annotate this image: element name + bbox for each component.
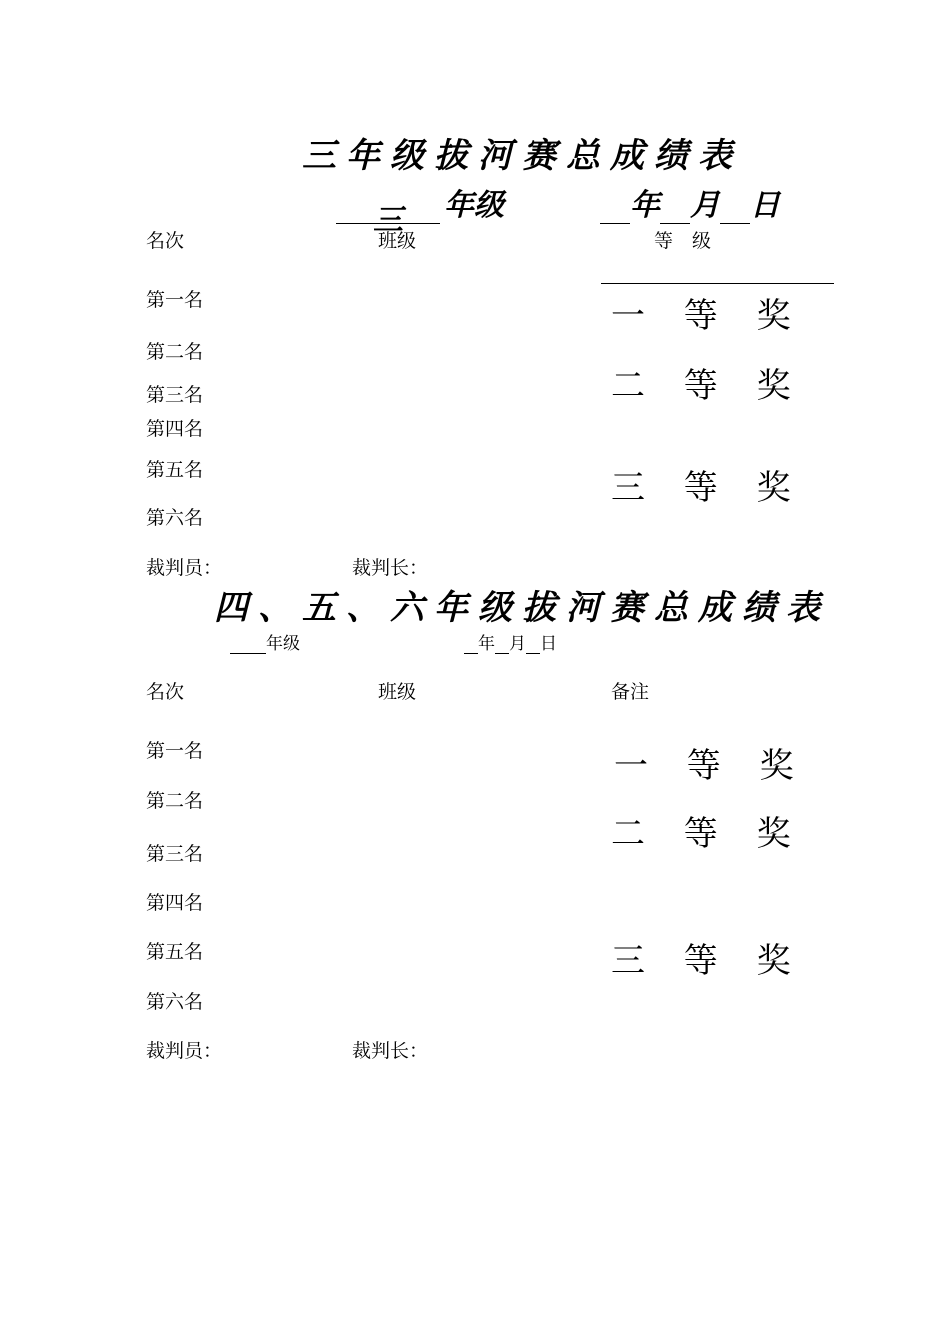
grade-suffix: 年级 — [266, 634, 300, 654]
award-first: 一 等 奖 — [614, 746, 808, 786]
grade-suffix: 年级 — [444, 188, 504, 223]
month-label: 月 — [690, 188, 720, 223]
header-level: 等 级 — [654, 230, 712, 252]
rank-3: 第三名 — [146, 384, 204, 406]
header-note: 备注 — [611, 681, 650, 703]
year-label: 年 — [478, 634, 495, 654]
referee-label: 裁判员： — [146, 1040, 223, 1062]
header-rank: 名次 — [146, 230, 185, 252]
chief-referee-label: 裁判长： — [352, 557, 429, 579]
rank-4: 第四名 — [146, 892, 204, 914]
month-label: 月 — [509, 634, 526, 654]
rank-1: 第一名 — [146, 289, 204, 311]
rank-1: 第一名 — [146, 740, 204, 762]
chief-referee-label: 裁判长： — [352, 1040, 429, 1062]
header-class: 班级 — [378, 230, 417, 252]
header-rank: 名次 — [146, 681, 185, 703]
rank-2: 第二名 — [146, 341, 204, 363]
grade-blank — [336, 195, 440, 238]
rank-5: 第五名 — [146, 941, 204, 963]
award-third: 三 等 奖 — [611, 941, 805, 981]
rank-2: 第二名 — [146, 790, 204, 812]
rank-4: 第四名 — [146, 418, 204, 440]
day-label: 日 — [540, 634, 557, 654]
section1-date — [600, 180, 780, 224]
rank-6: 第六名 — [146, 991, 204, 1013]
award-second: 二 等 奖 — [611, 366, 805, 406]
grade-value: 三 — [373, 203, 403, 238]
rank-3: 第三名 — [146, 843, 204, 865]
day-label: 日 — [750, 188, 780, 223]
year-label: 年 — [630, 188, 660, 223]
section2-grade-line — [230, 629, 300, 654]
rank-6: 第六名 — [146, 507, 204, 529]
section2-date — [464, 629, 557, 654]
header-class: 班级 — [378, 681, 417, 703]
section1-title: 三年级拔河赛总成绩表 — [302, 136, 742, 176]
award-second: 二 等 奖 — [611, 814, 805, 854]
section1-date-line — [336, 180, 504, 238]
referee-label: 裁判员： — [146, 557, 223, 579]
section2-title: 四、五、六年级拔河赛总成绩表 — [214, 588, 830, 628]
rank-5: 第五名 — [146, 459, 204, 481]
award-first: 一 等 奖 — [611, 296, 805, 336]
divider-line — [601, 283, 834, 284]
award-third: 三 等 奖 — [611, 468, 805, 508]
